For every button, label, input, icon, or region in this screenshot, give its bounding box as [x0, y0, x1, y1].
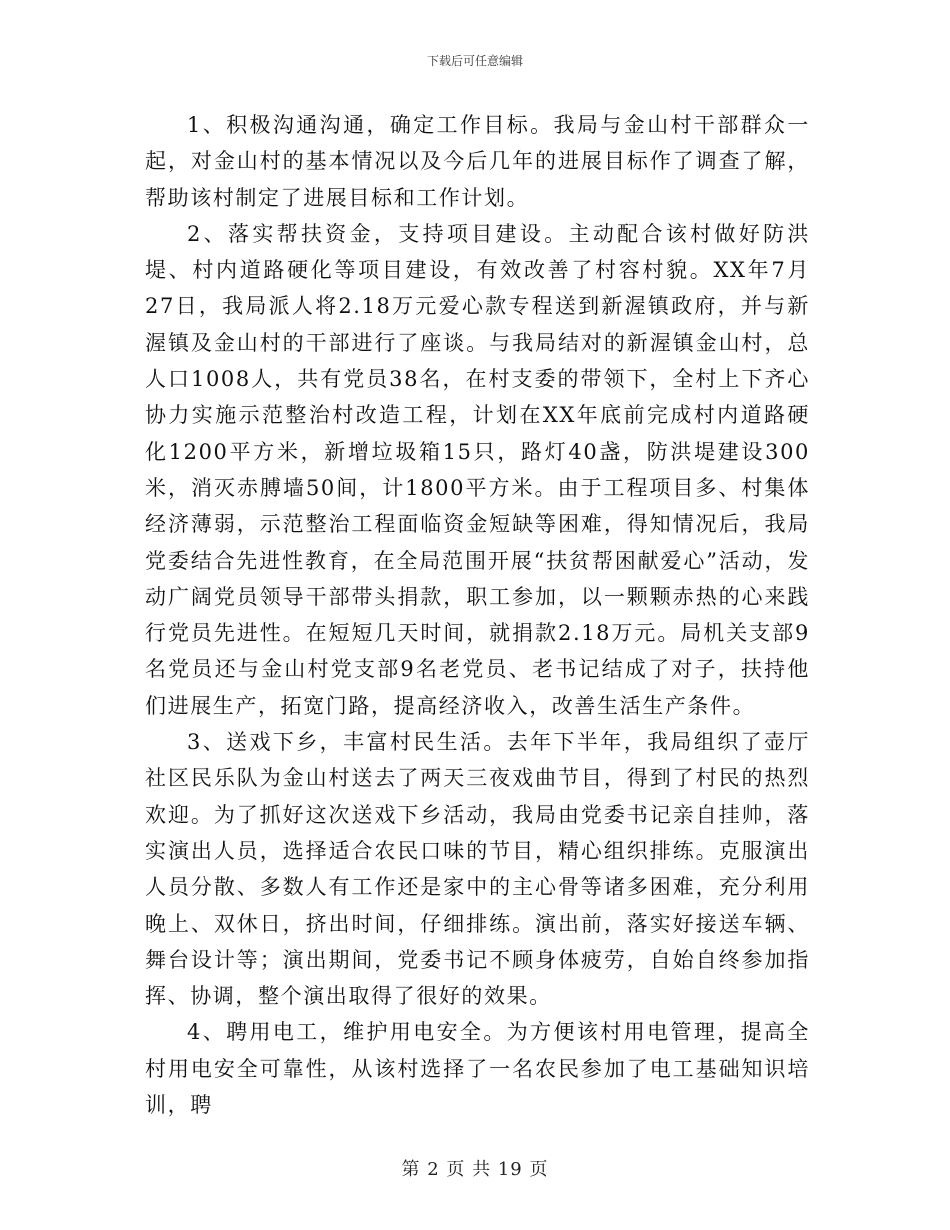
- paragraph-2: 2、落实帮扶资金，支持项目建设。主动配合该村做好防洪堤、村内道路硬化等项目建设，有效改善了村容村貌。XX年7月27日，我局派人将2.18万元爱心款专程送到新渥镇政府，并与新渥镇及金山村的干部进行了座谈。与我局结对的新渥镇金山村，总人口1008人，共有党员38名，在村支委的带领下，全村上下齐心协力实施示范整治村改造工程，计划在XX年底前完成村内道路硬化1200平方米，新增垃圾箱15只，路灯40盏，防洪堤建设300米，消灭赤膊墙50间，计1800平方米。由于工程项目多、村集体经济薄弱，示范整治工程面临资金短缺等困难，得知情况后，我局党委结合先进性教育，在全局范围开展“扶贫帮困献爱心”活动，发动广阔党员领导干部带头捐款，职工参加，以一颗颗赤热的心来践行党员先进性。在短短几天时间，就捐款2.18万元。局机关支部9名党员还与金山村党支部9名老党员、老书记结成了对子，扶持他们进展生产，拓宽门路，提高经济收入，改善生活生产条件。: [145, 221, 810, 718]
- page-number-footer: 第 2 页 共 19 页: [401, 1159, 549, 1180]
- paragraph-4: 4、聘用电工，维护用电安全。为方便该村用电管理，提高全村用电安全可靠性，从该村选择了一名农民参加了电工基础知识培训，聘: [145, 1020, 810, 1118]
- page-header: 下载后可任意编辑: [426, 54, 523, 68]
- paragraph-1: 1、积极沟通沟通，确定工作目标。我局与金山村干部群众一起，对金山村的基本情况以及今后几年的进展目标作了调查了解，帮助该村制定了进展目标和工作计划。: [145, 113, 810, 210]
- document-body: [145, 107, 810, 1123]
- paragraph-3: 3、送戏下乡，丰富村民生活。去年下半年，我局组织了壶厅社区民乐队为金山村送去了两天三夜戏曲节目，得到了村民的热烈欢迎。为了抓好这次送戏下乡活动，我局由党委书记亲自挂帅，落实演出人员，选择适合农民口味的节目，精心组织排练。克服演出人员分散、多数人有工作还是家中的主心骨等诸多困难，充分利用晚上、双休日，挤出时间，仔细排练。演出前，落实好接送车辆、舞台设计等；演出期间，党委书记不顾身体疲劳，自始自终参加指挥、协调，整个演出取得了很好的效果。: [145, 730, 810, 1009]
